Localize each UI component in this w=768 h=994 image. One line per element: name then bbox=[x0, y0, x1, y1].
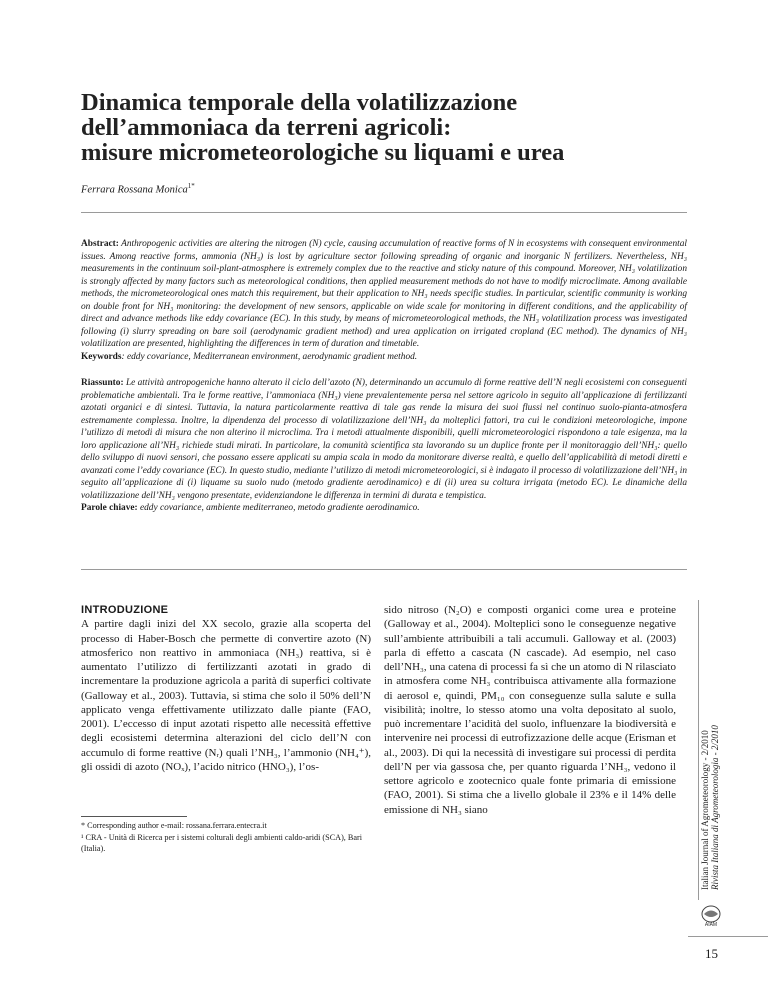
journal-name-en: Italian Journal of Agrometeorology - 2/2010 bbox=[700, 730, 710, 890]
page-number: 15 bbox=[705, 946, 718, 961]
author-name: Ferrara Rossana Monica bbox=[81, 184, 188, 196]
parole-chiave-label: Parole chiave: bbox=[81, 503, 138, 513]
divider bbox=[81, 212, 687, 213]
logo-text: AIAM bbox=[704, 922, 718, 927]
divider bbox=[81, 569, 687, 570]
body-column-left bbox=[81, 603, 371, 774]
footnote: ¹ CRA - Unità di Ricerca per i sistemi colturali degli ambienti caldo-aridi (SCA), Bari (Italia). bbox=[81, 832, 362, 853]
parole-chiave-text: eddy covariance, ambiente mediterraneo, metodo gradiente aerodinamico. bbox=[137, 503, 420, 513]
journal-sidebar bbox=[700, 590, 720, 890]
section-heading: INTRODUZIONE bbox=[81, 604, 169, 616]
page-number-rule bbox=[688, 936, 768, 937]
aiam-logo-icon bbox=[694, 905, 728, 927]
body-text: A partire dagli inizi del XX secolo, grazie alla scoperta del processo di Haber-Bosch che permette di convertire azoto (N) atmosferico non reattivo in ammoniaca (NH₃) reattiva, si è aumentato l’utilizzo di fertilizzanti azotati in grado di incrementare la produzione agricola a parità di superfici coltivate (Galloway et al., 2003). Tuttavia, si stima che solo il 50% dell’N applicato venga effettivamente utilizzato dalle piante (FAO, 2001). L’eccesso di input azotati rispetto alle necessità effettive degli ecosistemi determina alterazioni del ciclo dell’N con accumulo di forme reattive (Nᵣ) quali l’NH₃, l’ammonio (NH₄⁺), gli ossidi di azoto (NOₓ), l’acido nitrico (HNO₃), l’os- bbox=[81, 618, 371, 773]
author-marks: 1* bbox=[187, 182, 195, 190]
footnote-divider bbox=[81, 816, 187, 817]
abstract-block bbox=[81, 238, 687, 363]
keywords-label: Keywords bbox=[81, 351, 122, 362]
title-line: Dinamica temporale della volatilizzazione bbox=[81, 89, 518, 116]
journal-name-it: Rivista Italiana di Agrometeorologia - 2/2010 bbox=[710, 725, 720, 890]
author-line bbox=[81, 182, 195, 196]
title-line: misure micrometeorologiche su liquami e urea bbox=[81, 139, 565, 166]
footnotes bbox=[81, 820, 371, 855]
riassunto-text: Le attività antropogeniche hanno alterato il ciclo dell’azoto (N), determinando un accumulo di forme reattive dell’N negli ecosistemi con conseguenti problematiche ambientali. Tra le forme reattive, l’ammoniaca (NH₃) viene prevalentemente persa nel settore agricolo in seguito all’applicazione di fertilizzanti azotati organici e di sintesi. Tuttavia, la natura particolarmente reattiva di tale gas rende la misura dei suoi flussi nel continuo suolo-pianta-atmosfera estremamente complessa. Inoltre, la dipendenza del processo di volatilizzazione dell’NH₃ da molteplici fattori, tra cui le condizioni meteorologiche, impone l’utilizzo di metodi di misura che non alterino il microclima. Tra i metodi attualmente disponibili, quelli micrometeorologici rispondono a tale esigenza, ma la loro applicazione all’NH₃ richiede studi mirati. In particolare, la comunità scientifica sta lavorando su un duplice fronte per il monitoraggio dell’NH₃: quello dello sviluppo di nuovi sensori, che possano essere applicati su ampia scala in modo da monitorare diverse realtà, e quello dell’applicabilità di metodi diretti e avanzati come l’eddy covariance (EC). In questo studio, mediante l’utilizzo di metodi micrometeorologici, si è indagato il processo di volatilizzazione dell’NH₃ in seguito all’applicazione di (i) liquame su suolo nudo (metodo gradiente aerodinamico) e di (ii) urea su coltura irrigata (metodo EC). Le dinamiche della volatilizzazione dell’NH₃ vengono presentate, evidenziandone le differenza in termini di durata e tempistica. bbox=[81, 378, 687, 501]
abstract-text: Anthropogenic activities are altering the nitrogen (N) cycle, causing accumulation of reactive forms of N in ecosystems with consequent environmental issues. Among reactive forms, ammonia (NH₃) is lost by agriculture sector following spreading of organic and inorganic N fertilizers. Nevertheless, NH₃ measurements in the continuum soil-plant-atmosphere is extremely complex due to the reactive and sticky nature of this compound. Moreover, NH₃ volatilization is strongly affected by many factors such as meteorological conditions, then applied measurement methods do not have to modify microclimate. Among available methods, the micrometeorological ones match this requirement, but their application to NH₃ needs specific studies. In particular, scientific community is working on double front for NH₃ monitoring: the development of new sensors, applicable on wide scale for monitoring in different conditions, and the applicability of direct and advance methods like eddy covariance (EC). In this study, by means of micrometeorological methods, the NH₃ volatilization process was investigated following (i) slurry spreading on bare soil (aerodynamic gradient method) and urea application on irrigated cropland (EC method). The dynamics of NH₃ volatilization are presented, highlighting the differences in term of duration and timetable. bbox=[81, 239, 687, 349]
abstract-label: Abstract: bbox=[81, 239, 119, 249]
keywords-text: : eddy covariance, Mediterranean environment, aerodynamic gradient method. bbox=[121, 351, 418, 362]
title-line: dell’ammoniaca da terreni agricoli: bbox=[81, 114, 452, 141]
article-title bbox=[81, 90, 681, 165]
footnote: * Corresponding author e-mail: rossana.ferrara.entecra.it bbox=[81, 821, 267, 830]
body-column-right bbox=[384, 603, 676, 817]
riassunto-label: Riassunto: bbox=[81, 378, 124, 388]
body-text: sido nitroso (N₂O) e composti organici come urea e proteine (Galloway et al., 2004). Molteplici sono le conseguenze negative sull’ambiente attribuibili a tali accumuli. Galloway et al. (2003) parla di effetto a cascata (N cascade). Ad esempio, nel caso dell’NH₃, una catena di processi fa sì che un atomo di N rilasciato in atmosfera come NH₃ contribuisca attivamente alla formazione di aerosol e, quindi, PM₁₀ con conseguenze sulla salute e sulla visibilità; inoltre, lo stesso atomo una volta depositato al suolo, può incrementare l’acidità del suolo, influenzare la biodiversità e intervenire nei processi di eutrofizzazione delle acque (Erisman et al., 2003). Di qui la necessità di investigare sui processi di perdita dell’N per via gassosa che, per quanto riguarda l’NH₃, vedono il settore agricolo e zootecnico quale fonte primaria di emissione (FAO, 2001). Si stima che a livello globale il 23% e il 14% delle emissione di NH₃ siano bbox=[384, 604, 676, 816]
riassunto-block bbox=[81, 377, 687, 515]
